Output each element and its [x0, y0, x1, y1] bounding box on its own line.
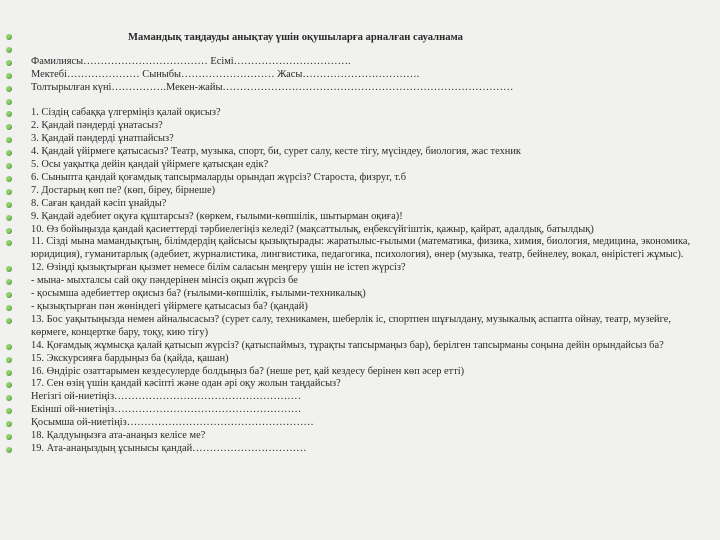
- list-item: [0, 56, 716, 69]
- list-item-text: 5. Осы уақытқа дейін қандай үйірмеге қатысқан едік?: [31, 159, 269, 171]
- list-item: [0, 417, 716, 430]
- list-item: [0, 172, 716, 185]
- list-item-text: 18. Қалдуыңызға ата-анаңыз келісе ме?: [31, 430, 206, 442]
- list-item: [0, 391, 716, 404]
- title-row: [0, 30, 716, 43]
- list-item: [0, 43, 716, 56]
- bullet-icon: [6, 189, 12, 195]
- list-item-text: 9. Қандай әдебиет оқуға құштарсыз? (көркем, ғылыми-көпшілік, шытырман оқиға)!: [31, 210, 403, 222]
- list-item: [0, 95, 716, 108]
- bullet-icon: [6, 395, 12, 401]
- list-item-text: - мына- мыхталсы сай оқу пәндерінен мінсіз оқып жүрсіз бе: [31, 275, 298, 287]
- list-item-text: Фамилиясы……………………………… Есімі…………………………….: [31, 55, 351, 67]
- list-item-text: 12. Өзіңді қызықтырған қызмет немесе білім саласын меңгеру үшін не істеп жүрсіз?: [31, 262, 406, 274]
- bullet-icon: [6, 344, 12, 350]
- list-item: [0, 236, 716, 262]
- bullet-icon: [6, 421, 12, 427]
- list-item-text: 13. Бос уақытыңызда немен айналысасыз? (сурет салу, техникамен, шеберлік іс, спортпен шұғылдану, музыкалық аспапта ойнау, театр, музейге, көрмеге, концертке бару, тоқу, кию тігу): [31, 313, 671, 338]
- list-item: [0, 430, 716, 443]
- list-item-text: 14. Қоғамдық жұмысқа қалай қатысып жүрсіз? (қатыспаймыз, тұрақты тапсырмаңыз бар), берілген тапсырманы соңына дейін орындайсыз ба?: [31, 339, 664, 351]
- bullet-icon: [6, 240, 12, 246]
- list-item: [0, 120, 716, 133]
- bullet-icon: [6, 228, 12, 234]
- list-item: [0, 275, 716, 288]
- list-item: [0, 353, 716, 366]
- list-item: [0, 107, 716, 120]
- list-item-text: Мектебі………………… Сыныбы……………………… Жасы…………………………….: [31, 68, 420, 80]
- list-item-text: - қосымша әдебиеттер оқисыз ба? (ғылыми-көпшілік, ғылыми-техникалық): [31, 288, 366, 300]
- list-item-text: Негізгі ой-ниетіңіз………………………………………………: [31, 391, 302, 403]
- bullet-icon: [6, 370, 12, 376]
- bullet-icon: [6, 60, 12, 66]
- bullet-icon: [6, 124, 12, 130]
- list-item-text: 1. Сіздің сабаққа үлгерміңіз қалай оқисыз?: [31, 107, 221, 119]
- list-item-text: 3. Қандай пәндерді ұнатпайсыз?: [31, 133, 174, 145]
- bullet-icon: [6, 47, 12, 53]
- bullet-icon: [6, 434, 12, 440]
- bullet-icon: [6, 137, 12, 143]
- bullet-icon: [6, 382, 12, 388]
- bullet-icon: [6, 279, 12, 285]
- list-item-text: 8. Саған қандай кәсіп ұнайды?: [31, 197, 167, 209]
- list-item-text: 7. Достарың көп пе? (көп, біреу, бірнеше): [31, 184, 216, 196]
- list-item: [0, 262, 716, 275]
- list-item-text: Толтырылған күні…………….Мекен-жайы…………………………………………………………………………: [31, 81, 514, 93]
- list-item: [0, 288, 716, 301]
- list-item-text: 16. Өндіріс озаттарымен кездесулерде болдыңыз ба? (неше рет, қай кездесу берінен көп әсер етті): [31, 365, 465, 377]
- list-item: [0, 185, 716, 198]
- list-item-text: 4. Қандай үйірмеге қатысасыз? Театр, музыка, спорт, би, сурет салу, кесте тігу, мүсіндеу, биология, жас техник: [31, 146, 521, 158]
- list-item-text: Қосымша ой-ниетіңіз………………………………………………: [31, 417, 314, 429]
- bullet-icon: [6, 34, 12, 40]
- list-item: [0, 404, 716, 417]
- list-item: [0, 224, 716, 237]
- list-item: [0, 159, 716, 172]
- list-item: [0, 366, 716, 379]
- list-item: [0, 198, 716, 211]
- list-item-text: 2. Қандай пәндерді ұнатасыз?: [31, 120, 163, 132]
- list-item-text: - қызықтырған пән жөніндегі үйірмеге қатысасыз ба? (қандай): [31, 300, 308, 312]
- list-item: [0, 82, 716, 95]
- list-item-text: 15. Экскурсияға бардыңыз ба (қайда, қашан): [31, 352, 229, 364]
- bullet-icon: [6, 150, 12, 156]
- list-item: [0, 211, 716, 224]
- bullet-icon: [6, 292, 12, 298]
- bullet-icon: [6, 86, 12, 92]
- list-item: [0, 301, 716, 314]
- bullet-icon: [6, 99, 12, 105]
- bullet-icon: [6, 111, 12, 117]
- list-item: [0, 378, 716, 391]
- bullet-icon: [6, 357, 12, 363]
- list-item: [0, 146, 716, 159]
- bullet-icon: [6, 163, 12, 169]
- list-item-text: Екінші ой-ниетіңіз………………………………………………: [31, 404, 302, 416]
- list-item-text: 10. Өз бойыңызда қандай қасиеттерді тәрбиелегіңіз келеді? (мақсаттылық, еңбексүйгіштік, қажыр, қайрат, адалдық, батылдық): [31, 223, 594, 235]
- bullet-icon: [6, 176, 12, 182]
- bullet-icon: [6, 202, 12, 208]
- list-item: [0, 340, 716, 353]
- list-item: [0, 133, 716, 146]
- list-item-text: 6. Сыныпта қандай қоғамдық тапсырмаларды орындап жүрсіз? Староста, физруг, т.б: [31, 171, 407, 183]
- bullet-icon: [6, 73, 12, 79]
- list-item-text: 19. Ата-анаңыздың ұсынысы қандай……………………………: [31, 442, 307, 454]
- list-item: [0, 314, 716, 340]
- page-title: Мамандық таңдауды анықтау үшін оқушыларға арналған сауалнама: [128, 32, 463, 43]
- list-item-text: 17. Сен өзің үшін қандай кәсіпті және одан әрі оқу жолын таңдайсыз?: [31, 378, 341, 390]
- list-item: [0, 443, 716, 456]
- bullet-icon: [6, 447, 12, 453]
- list-item-text: 11. Сізді мына мамандықтың, білімдердің қайсысы қызықтырады: жаратылыс-ғылыми (математика, физика, химия, биология, медицина, экономика, юридиция), гуманитарлық (әдебиет, журналистика, лингвистика, педагогика, психология), өнер (музыка, театр, бейнелеу, вокал, өнірістегі жұмыс).: [31, 236, 691, 261]
- bullet-icon: [6, 215, 12, 221]
- bullet-icon: [6, 318, 12, 324]
- bullet-icon: [6, 266, 12, 272]
- bullet-icon: [6, 305, 12, 311]
- bullet-icon: [6, 408, 12, 414]
- question-list: [0, 30, 716, 456]
- list-item: [0, 69, 716, 82]
